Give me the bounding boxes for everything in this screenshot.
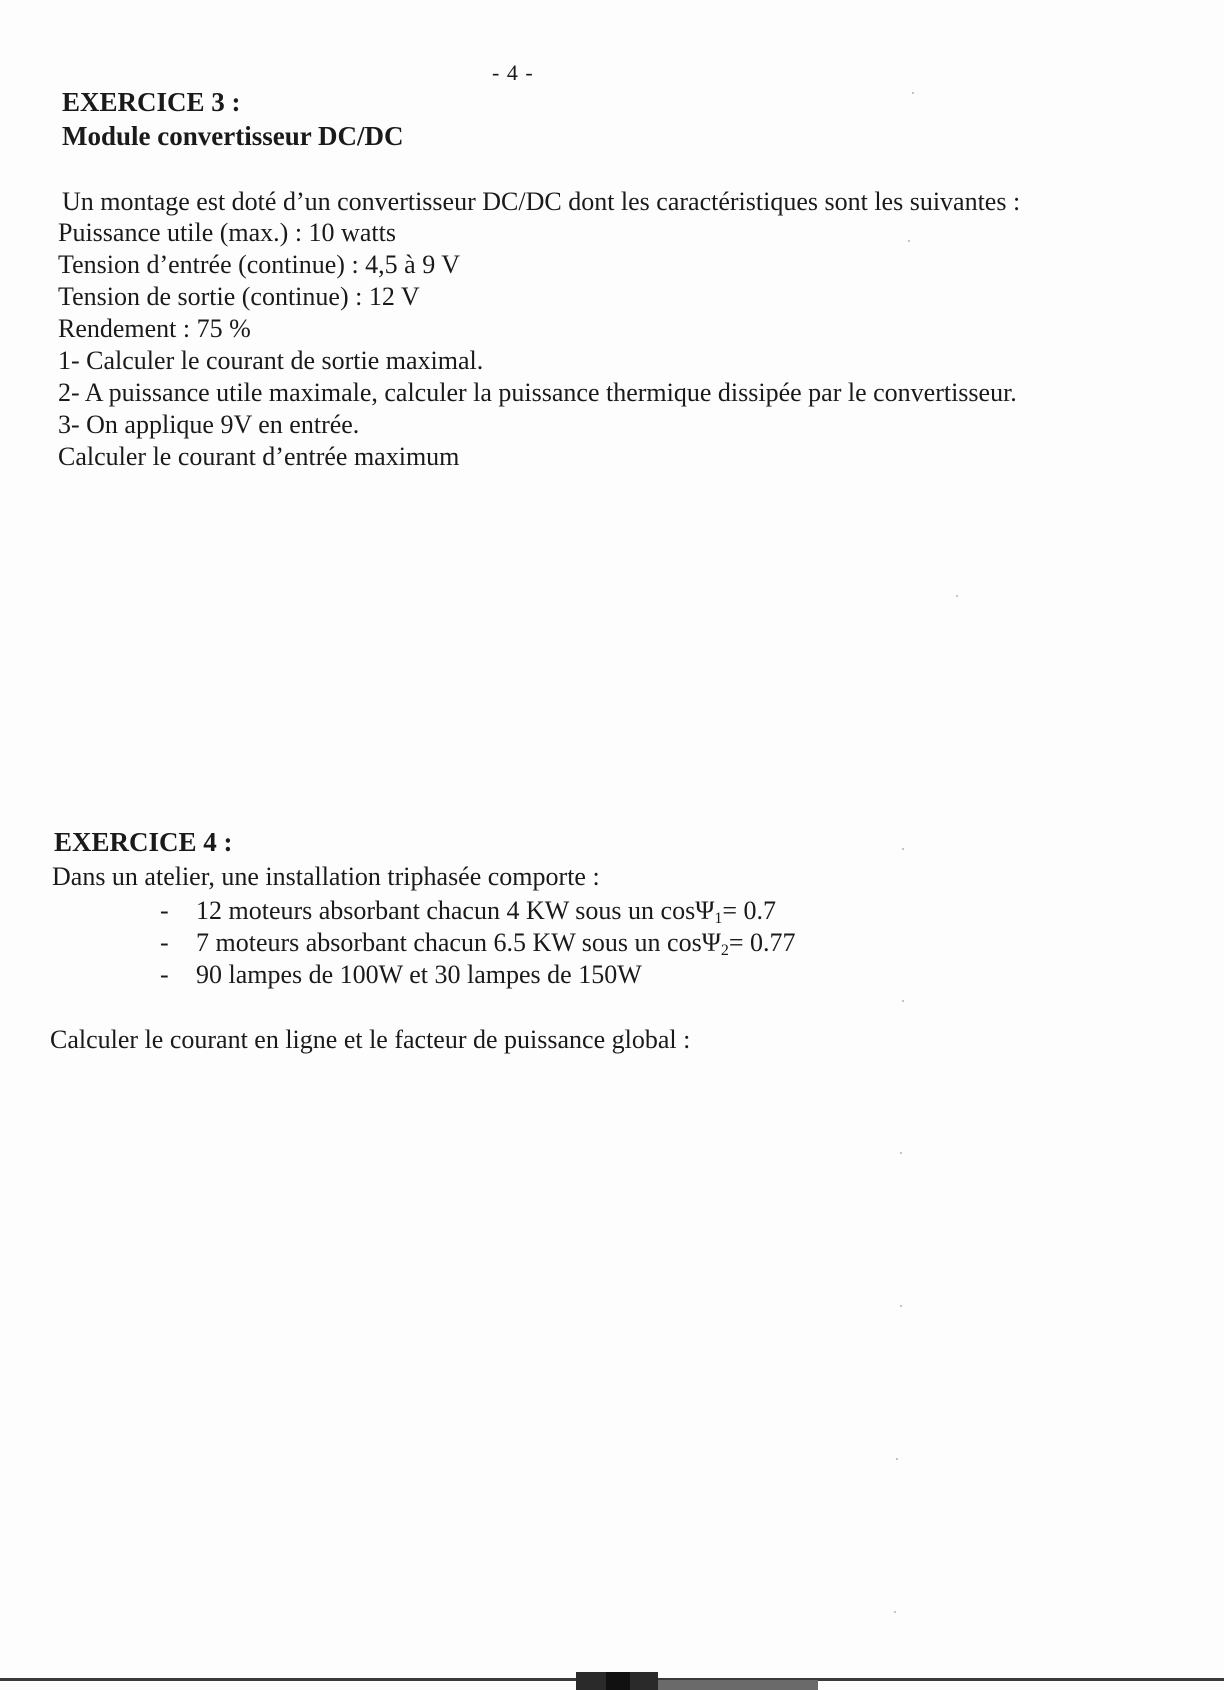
- question-line: 1- Calculer le courant de sortie maximal.: [58, 346, 484, 375]
- bullet-dash: -: [160, 928, 169, 957]
- list-item-text: 90 lampes de 100W et 30 lampes de 150W: [196, 960, 642, 989]
- bullet-dash: -: [160, 960, 169, 989]
- exercise3-title: EXERCICE 3 :: [62, 87, 241, 117]
- spec-line: Rendement : 75 %: [58, 314, 251, 343]
- list-item-text: 7 moteurs absorbant chacun 6.5 KW sous un cosΨ$_2$= 0.77: [196, 928, 796, 959]
- scan-speck: [908, 240, 910, 242]
- scan-speck: [894, 1611, 896, 1613]
- scan-bottom-edge-block: [606, 1672, 630, 1690]
- scan-speck: [912, 92, 914, 94]
- spec-line: Puissance utile (max.) : 10 watts: [58, 218, 396, 247]
- spec-line: Tension de sortie (continue) : 12 V: [58, 282, 420, 311]
- question-line: Calculer le courant d’entrée maximum: [58, 442, 460, 471]
- spec-line: Tension d’entrée (continue) : 4,5 à 9 V: [58, 250, 461, 279]
- exercise4-question: Calculer le courant en ligne et le facteur de puissance global :: [50, 1025, 691, 1054]
- exercise3-intro: Un montage est doté d’un convertisseur DC/DC dont les caractéristiques sont les suivantes :: [62, 187, 1021, 216]
- scan-speck: [956, 595, 958, 597]
- scan-bottom-edge-block: [658, 1680, 818, 1690]
- scan-speck: [902, 848, 904, 850]
- scan-speck: [902, 1000, 904, 1002]
- exercise3-subtitle: Module convertisseur DC/DC: [62, 121, 404, 151]
- question-line: 2- A puissance utile maximale, calculer la puissance thermique dissipée par le convertisseur.: [58, 378, 1017, 407]
- question-line: 3- On applique 9V en entrée.: [58, 410, 360, 439]
- scan-speck: [900, 1152, 902, 1154]
- scan-speck: [896, 1458, 898, 1460]
- exercise4-intro: Dans un atelier, une installation triphasée comporte :: [52, 862, 600, 891]
- page-number: - 4 -: [492, 60, 534, 85]
- exercise4-title: EXERCICE 4 :: [54, 827, 233, 857]
- bullet-dash: -: [160, 896, 169, 925]
- list-item-text: 12 moteurs absorbant chacun 4 KW sous un cosΨ$_1$= 0.7: [196, 896, 777, 927]
- scan-speck: [900, 1305, 902, 1307]
